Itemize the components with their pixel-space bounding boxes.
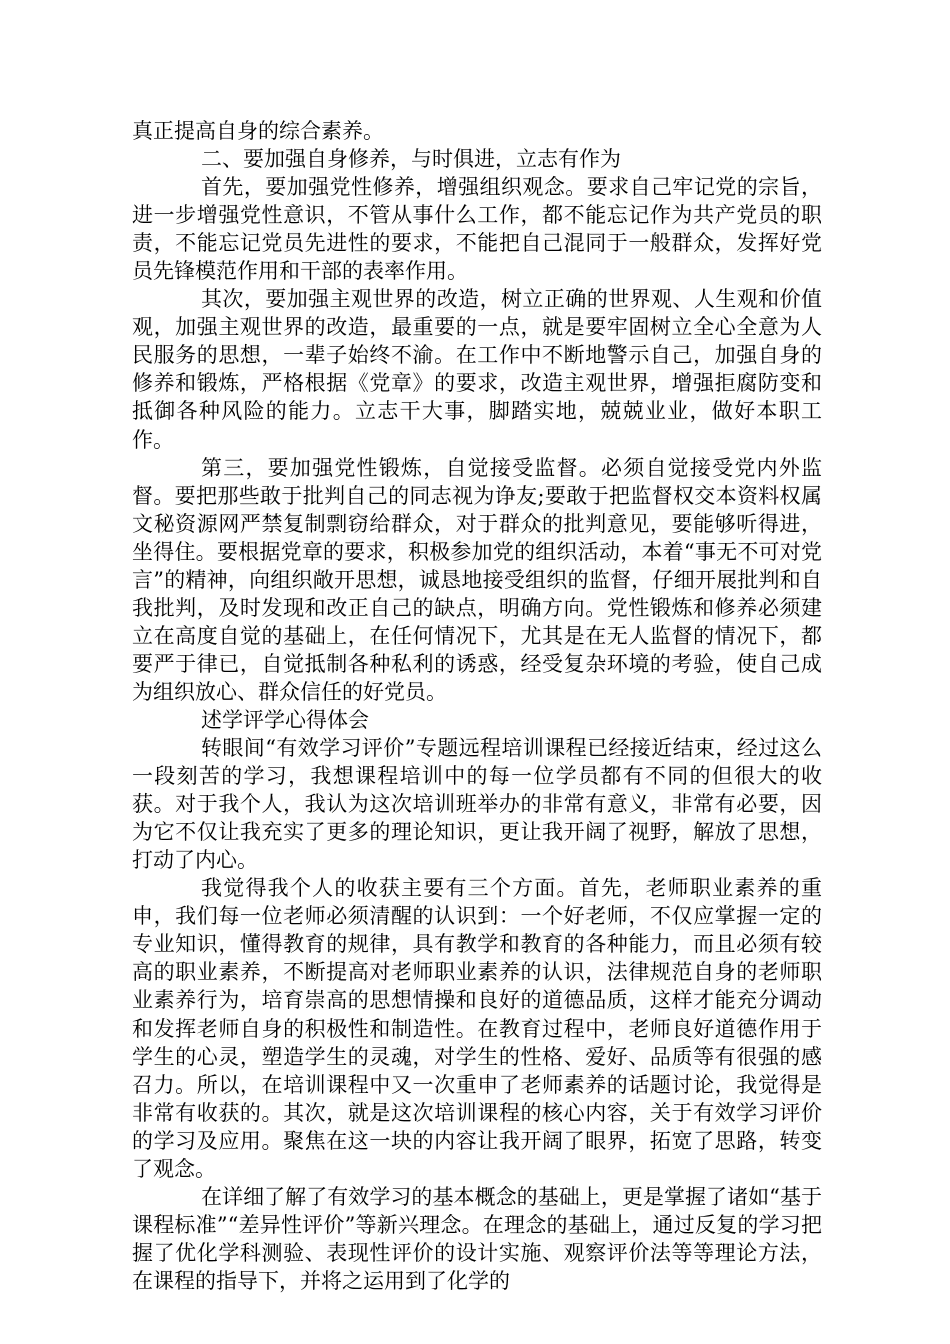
paragraph: 我觉得我个人的收获主要有三个方面。首先，老师职业素养的重申，我们每一位老师必须清醒的认识到：一个好老师，不仅应掌握一定的专业知识，懂得教育的规律，具有教学和教育的各种能力，而且必须有较高的职业素养，不断提高对老师职业素养的认识，法律规范自身的老师职业素养行为，培育崇高的思想情操和良好的道德品质，这样才能充分调动和发挥老师自身的积极性和制造性。在教育过程中，老师良好道德作用于学生的心灵，塑造学生的灵魂，对学生的性格、爱好、品质等有很强的感召力。所以，在培训课程中又一次重申了老师素养的话题讨论，我觉得是非常有收获的。其次，就是这次培训课程的核心内容，关于有效学习评价的学习及应用。聚焦在这一块的内容让我开阔了眼界，拓宽了思路，转变了观念。 xyxy=(132,876,822,1181)
paragraph: 其次，要加强主观世界的改造，树立正确的世界观、人生观和价值观，加强主观世界的改造，最重要的一点，就是要牢固树立全心全意为人民服务的思想，一辈子始终不渝。在工作中不断地警示自己，加强自身的修养和锻炼，严格根据《党章》的要求，改造主观世界，增强拒腐防变和抵御各种风险的能力。立志干大事，脚踏实地，兢兢业业，做好本职工作。 xyxy=(132,287,822,452)
paragraph: 在详细了解了有效学习的基本概念的基础上，更是掌握了诸如“基于课程标准”“差异性评价”等新兴理念。在理念的基础上，通过反复的学习把握了优化学科测验、表现性评价的设计实施、观察评价法等等理论方法，在课程的指导下，并将之运用到了化学的 xyxy=(132,1184,822,1293)
paragraph: 真正提高自身的综合素养。 xyxy=(132,119,384,143)
paragraph: 第三，要加强党性锻炼，自觉接受监督。必须自觉接受党内外监督。要把那些敢于批判自己的同志视为诤友;要敢于把监督权交本资料权属文秘资源网严禁复制剽窃给群众，对于群众的批判意见，要能够听得进，坐得住。要根据党章的要求，积极参加党的组织活动，本着“事无不可对党言”的精神，向组织敞开思想，诚恳地接受组织的监督，仔细开展批判和自我批判，及时发现和改正自己的缺点，明确方向。党性锻炼和修养必须建立在高度自觉的基础上，在任何情况下，尤其是在无人监督的情况下，都要严于律已，自觉抵制各种私利的诱惑，经受复杂环境的考验，使自己成为组织放心、群众信任的好党员。 xyxy=(132,455,822,704)
section-heading: 二、要加强自身修养，与时俱进，立志有作为 xyxy=(201,147,621,172)
section-heading: 述学评学心得体会 xyxy=(201,707,369,732)
paragraph: 转眼间“有效学习评价”专题远程培训课程已经接近结束，经过这么一段刻苦的学习，我想课程培训中的每一位学员都有不同的但很大的收获。对于我个人，我认为这次培训班举办的非常有意义，非常有必要，因为它不仅让我充实了更多的理论知识，更让我开阔了视野，解放了思想，打动了内心。 xyxy=(132,736,822,873)
paragraph: 首先，要加强党性修养，增强组织观念。要求自己牢记党的宗旨，进一步增强党性意识，不管从事什么工作，都不能忘记作为共产党员的职责，不能忘记党员先进性的要求，不能把自己混同于一般群众，发挥好党员先锋模范作用和干部的表率作用。 xyxy=(132,175,822,284)
document-body xyxy=(132,117,822,1295)
